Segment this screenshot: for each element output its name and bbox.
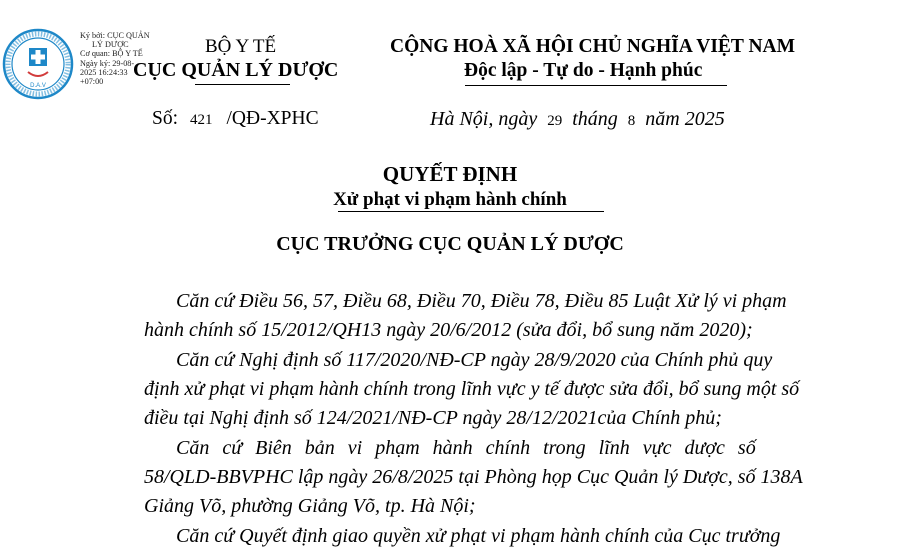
- paragraph-line: Căn cứ Nghị định số 117/2020/NĐ-CP ngày 28/9/2020 của Chính phủ quy: [176, 349, 773, 371]
- date-month: 8: [627, 113, 636, 129]
- legal-basis-paragraph: [144, 346, 826, 433]
- paragraph-line: điều tại Nghị định số 124/2021/NĐ-CP ngày 28/12/2021của Chính phủ;: [144, 407, 722, 429]
- national-motto: Độc lập - Tự do - Hạnh phúc: [464, 60, 703, 81]
- agency-underline: [195, 84, 290, 85]
- legal-basis-paragraph: [144, 434, 826, 521]
- document-date: [430, 108, 725, 131]
- paragraph-line: định xử phạt vi phạm hành chính trong lĩnh vực y tế được sửa đổi, bổ sung một số: [144, 378, 800, 400]
- signature-line: LÝ DƯỢC: [92, 40, 129, 50]
- doc-number-value: 421: [190, 112, 213, 128]
- legal-basis-paragraph: [176, 522, 826, 551]
- agency-seal-icon: [2, 28, 74, 100]
- date-year: năm 2025: [645, 108, 725, 130]
- agency-name: CỤC QUẢN LÝ DƯỢC: [133, 59, 339, 81]
- subtitle-underline: [338, 211, 604, 212]
- signature-line: 2025 16:24:33: [80, 67, 128, 77]
- seal-emblem-text: D.A.V: [30, 83, 46, 89]
- paragraph-line: Giảng Võ, phường Giảng Võ, tp. Hà Nội;: [144, 495, 476, 517]
- document-title: QUYẾT ĐỊNH: [382, 162, 518, 186]
- date-month-word: tháng: [572, 108, 618, 130]
- paragraph-line: hành chính số 15/2012/QH13 ngày 20/6/2012 (sửa đổi, bổ sung năm 2020);: [144, 319, 753, 341]
- signature-line: Cơ quan: BỘ Y TẾ: [80, 49, 143, 59]
- signature-line: +07:00: [80, 77, 104, 87]
- motto-underline: [465, 85, 727, 86]
- paragraph-line: Căn cứ Điều 56, 57, Điều 68, Điều 70, Điều 78, Điều 85 Luật Xử lý vi phạm: [176, 290, 787, 312]
- date-place: Hà Nội, ngày: [430, 108, 538, 130]
- document-subtitle: Xử phạt vi phạm hành chính: [333, 189, 567, 210]
- signature-line: Ngày ký: 29-08-: [80, 58, 135, 68]
- signature-line: Ký bởi: CỤC QUẢN: [80, 31, 150, 40]
- ministry-name: BỘ Y TẾ: [205, 36, 277, 57]
- legal-basis-paragraph: [144, 287, 826, 345]
- document-number: [152, 108, 319, 130]
- doc-number-suffix: /QĐ-XPHC: [226, 108, 319, 129]
- nation-name: CỘNG HOÀ XÃ HỘI CHỦ NGHĨA VIỆT NAM: [390, 36, 796, 57]
- date-day: 29: [547, 113, 563, 129]
- paragraph-line: 58/QLD-BBVPHC lập ngày 26/8/2025 tại Phòng họp Cục Quản lý Dược, số 138A: [144, 466, 803, 488]
- doc-number-prefix: Số:: [152, 108, 179, 129]
- issuing-authority: CỤC TRƯỞNG CỤC QUẢN LÝ DƯỢC: [276, 233, 624, 255]
- paragraph-line: Căn cứ Biên bản vi phạm hành chính trong lĩnh vực dược số: [176, 437, 756, 459]
- paragraph-line: Căn cứ Quyết định giao quyền xử phạt vi phạm hành chính của Cục trưởng: [176, 525, 781, 547]
